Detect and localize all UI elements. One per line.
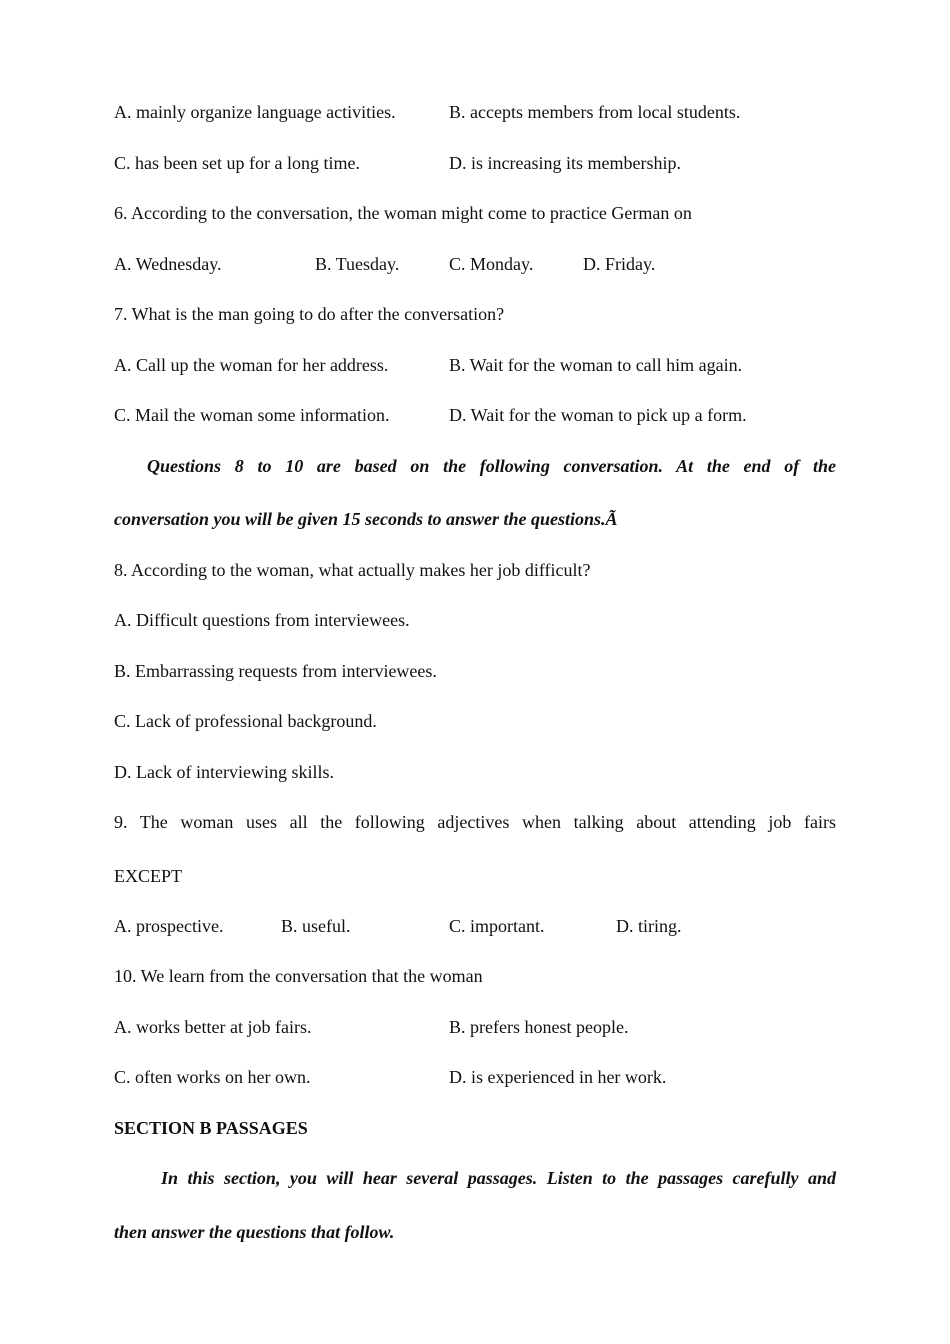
instruction-8-10-line1: Questions 8 to 10 are based on the following conversation. At the end of the (147, 456, 836, 476)
q9-stem-line2: EXCEPT (114, 866, 183, 886)
q9-stem-line1: 9. The woman uses all the following adjectives when talking about attending job fairs (114, 812, 836, 832)
q8-option-b: B. Embarrassing requests from interviewees. (114, 661, 437, 681)
q10-option-a: A. works better at job fairs. (114, 1017, 312, 1037)
q5-option-d: D. is increasing its membership. (449, 153, 681, 173)
section-b-instruction-line1: In this section, you will hear several passages. Listen to the passages carefully and (161, 1168, 836, 1188)
q5-option-b: B. accepts members from local students. (449, 102, 741, 122)
q7-stem: 7. What is the man going to do after the conversation? (114, 304, 505, 324)
q10-stem: 10. We learn from the conversation that the woman (114, 966, 483, 986)
q9-option-a: A. prospective. (114, 916, 224, 936)
q9-option-b: B. useful. (281, 916, 351, 936)
q6-option-a: A. Wednesday. (114, 254, 222, 274)
section-b-title: SECTION B PASSAGES (114, 1118, 308, 1138)
q8-option-c: C. Lack of professional background. (114, 711, 377, 731)
q5-option-c: C. has been set up for a long time. (114, 153, 360, 173)
q8-stem: 8. According to the woman, what actually makes her job difficult? (114, 560, 591, 580)
q6-option-c: C. Monday. (449, 254, 534, 274)
q7-option-d: D. Wait for the woman to pick up a form. (449, 405, 747, 425)
q5-option-a: A. mainly organize language activities. (114, 102, 396, 122)
q7-option-a: A. Call up the woman for her address. (114, 355, 389, 375)
q6-stem: 6. According to the conversation, the woman might come to practice German on (114, 203, 692, 223)
q9-option-c: C. important. (449, 916, 545, 936)
q6-option-b: B. Tuesday. (315, 254, 400, 274)
section-b-instruction-line2: then answer the questions that follow. (114, 1222, 395, 1242)
stray-mark: Ã (605, 509, 618, 529)
q10-option-d: D. is experienced in her work. (449, 1067, 667, 1087)
instruction-8-10-line2: conversation you will be given 15 seconds to answer the questions.Ã (114, 509, 618, 529)
q8-option-d: D. Lack of interviewing skills. (114, 762, 334, 782)
q9-option-d: D. tiring. (616, 916, 682, 936)
q10-option-c: C. often works on her own. (114, 1067, 311, 1087)
q7-option-c: C. Mail the woman some information. (114, 405, 390, 425)
q7-option-b: B. Wait for the woman to call him again. (449, 355, 743, 375)
q10-option-b: B. prefers honest people. (449, 1017, 629, 1037)
q8-option-a: A. Difficult questions from interviewees. (114, 610, 410, 630)
q6-option-d: D. Friday. (583, 254, 656, 274)
